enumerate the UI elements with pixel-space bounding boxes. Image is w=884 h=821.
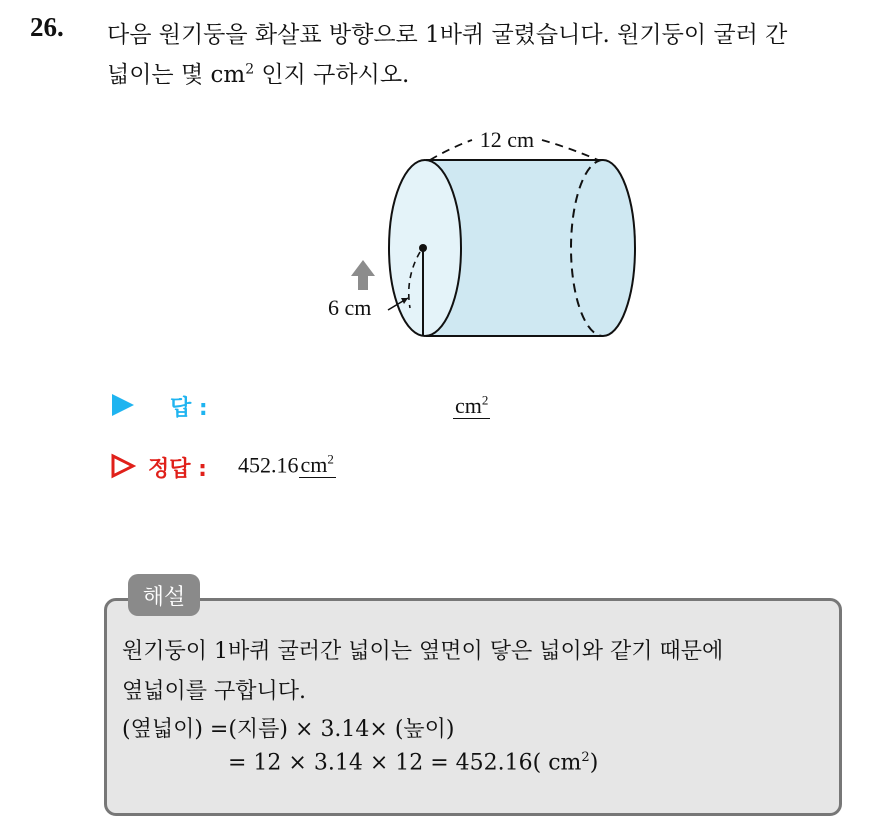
- correct-label: 정답 :: [148, 457, 207, 482]
- question-number: 26.: [30, 12, 64, 42]
- correct-answer: [238, 452, 336, 478]
- radius-label: 6 cm: [328, 295, 372, 320]
- correct-unit-sup: 2: [327, 452, 334, 467]
- correct-unit: cm: [300, 452, 328, 478]
- length-dash-left: [430, 140, 472, 160]
- explanation-box: [104, 598, 842, 816]
- correct-marker-icon: [110, 453, 136, 479]
- explanation-line4-sup: 2: [581, 750, 590, 765]
- answer-marker-icon: [112, 394, 134, 416]
- length-dash-right: [542, 140, 598, 160]
- explanation-line2: 옆넓이를 구합니다.: [122, 679, 307, 704]
- length-label: 12 cm: [479, 127, 535, 152]
- explanation-line4-pre: = 12 × 3.14 × 12 = 452.16( cm: [228, 750, 582, 776]
- explanation-line3: (옆넓이) =(지름) × 3.14× (높이): [122, 717, 455, 742]
- correct-value: 452.16: [238, 452, 299, 478]
- question-line2-pre: 넓이는 몇 cm: [107, 62, 246, 88]
- explanation-line1: 원기둥이 1바퀴 굴러간 넓이는 옆면이 닿은 넓이와 같기 때문에: [122, 639, 724, 664]
- answer-unit-sup: 2: [481, 393, 489, 408]
- center-dot: [419, 244, 427, 252]
- explanation-line4-post: ): [589, 750, 599, 776]
- answer-unit: [453, 393, 490, 419]
- question-text-line2: [107, 56, 409, 89]
- question-line2-post: 인지 구하시오.: [254, 62, 410, 88]
- answer-label: 답 :: [170, 396, 208, 421]
- cylinder-figure: [320, 118, 640, 350]
- question-line2-sup: 2: [245, 61, 255, 78]
- question-text-line1: 다음 원기둥을 화살표 방향으로 1바퀴 굴렸습니다. 원기둥이 굴러 간: [107, 22, 788, 48]
- answer-unit-text: cm: [455, 393, 482, 419]
- explanation-line4: [228, 750, 598, 775]
- explanation-tag: 해설: [128, 574, 200, 616]
- up-arrow-icon: [351, 260, 375, 290]
